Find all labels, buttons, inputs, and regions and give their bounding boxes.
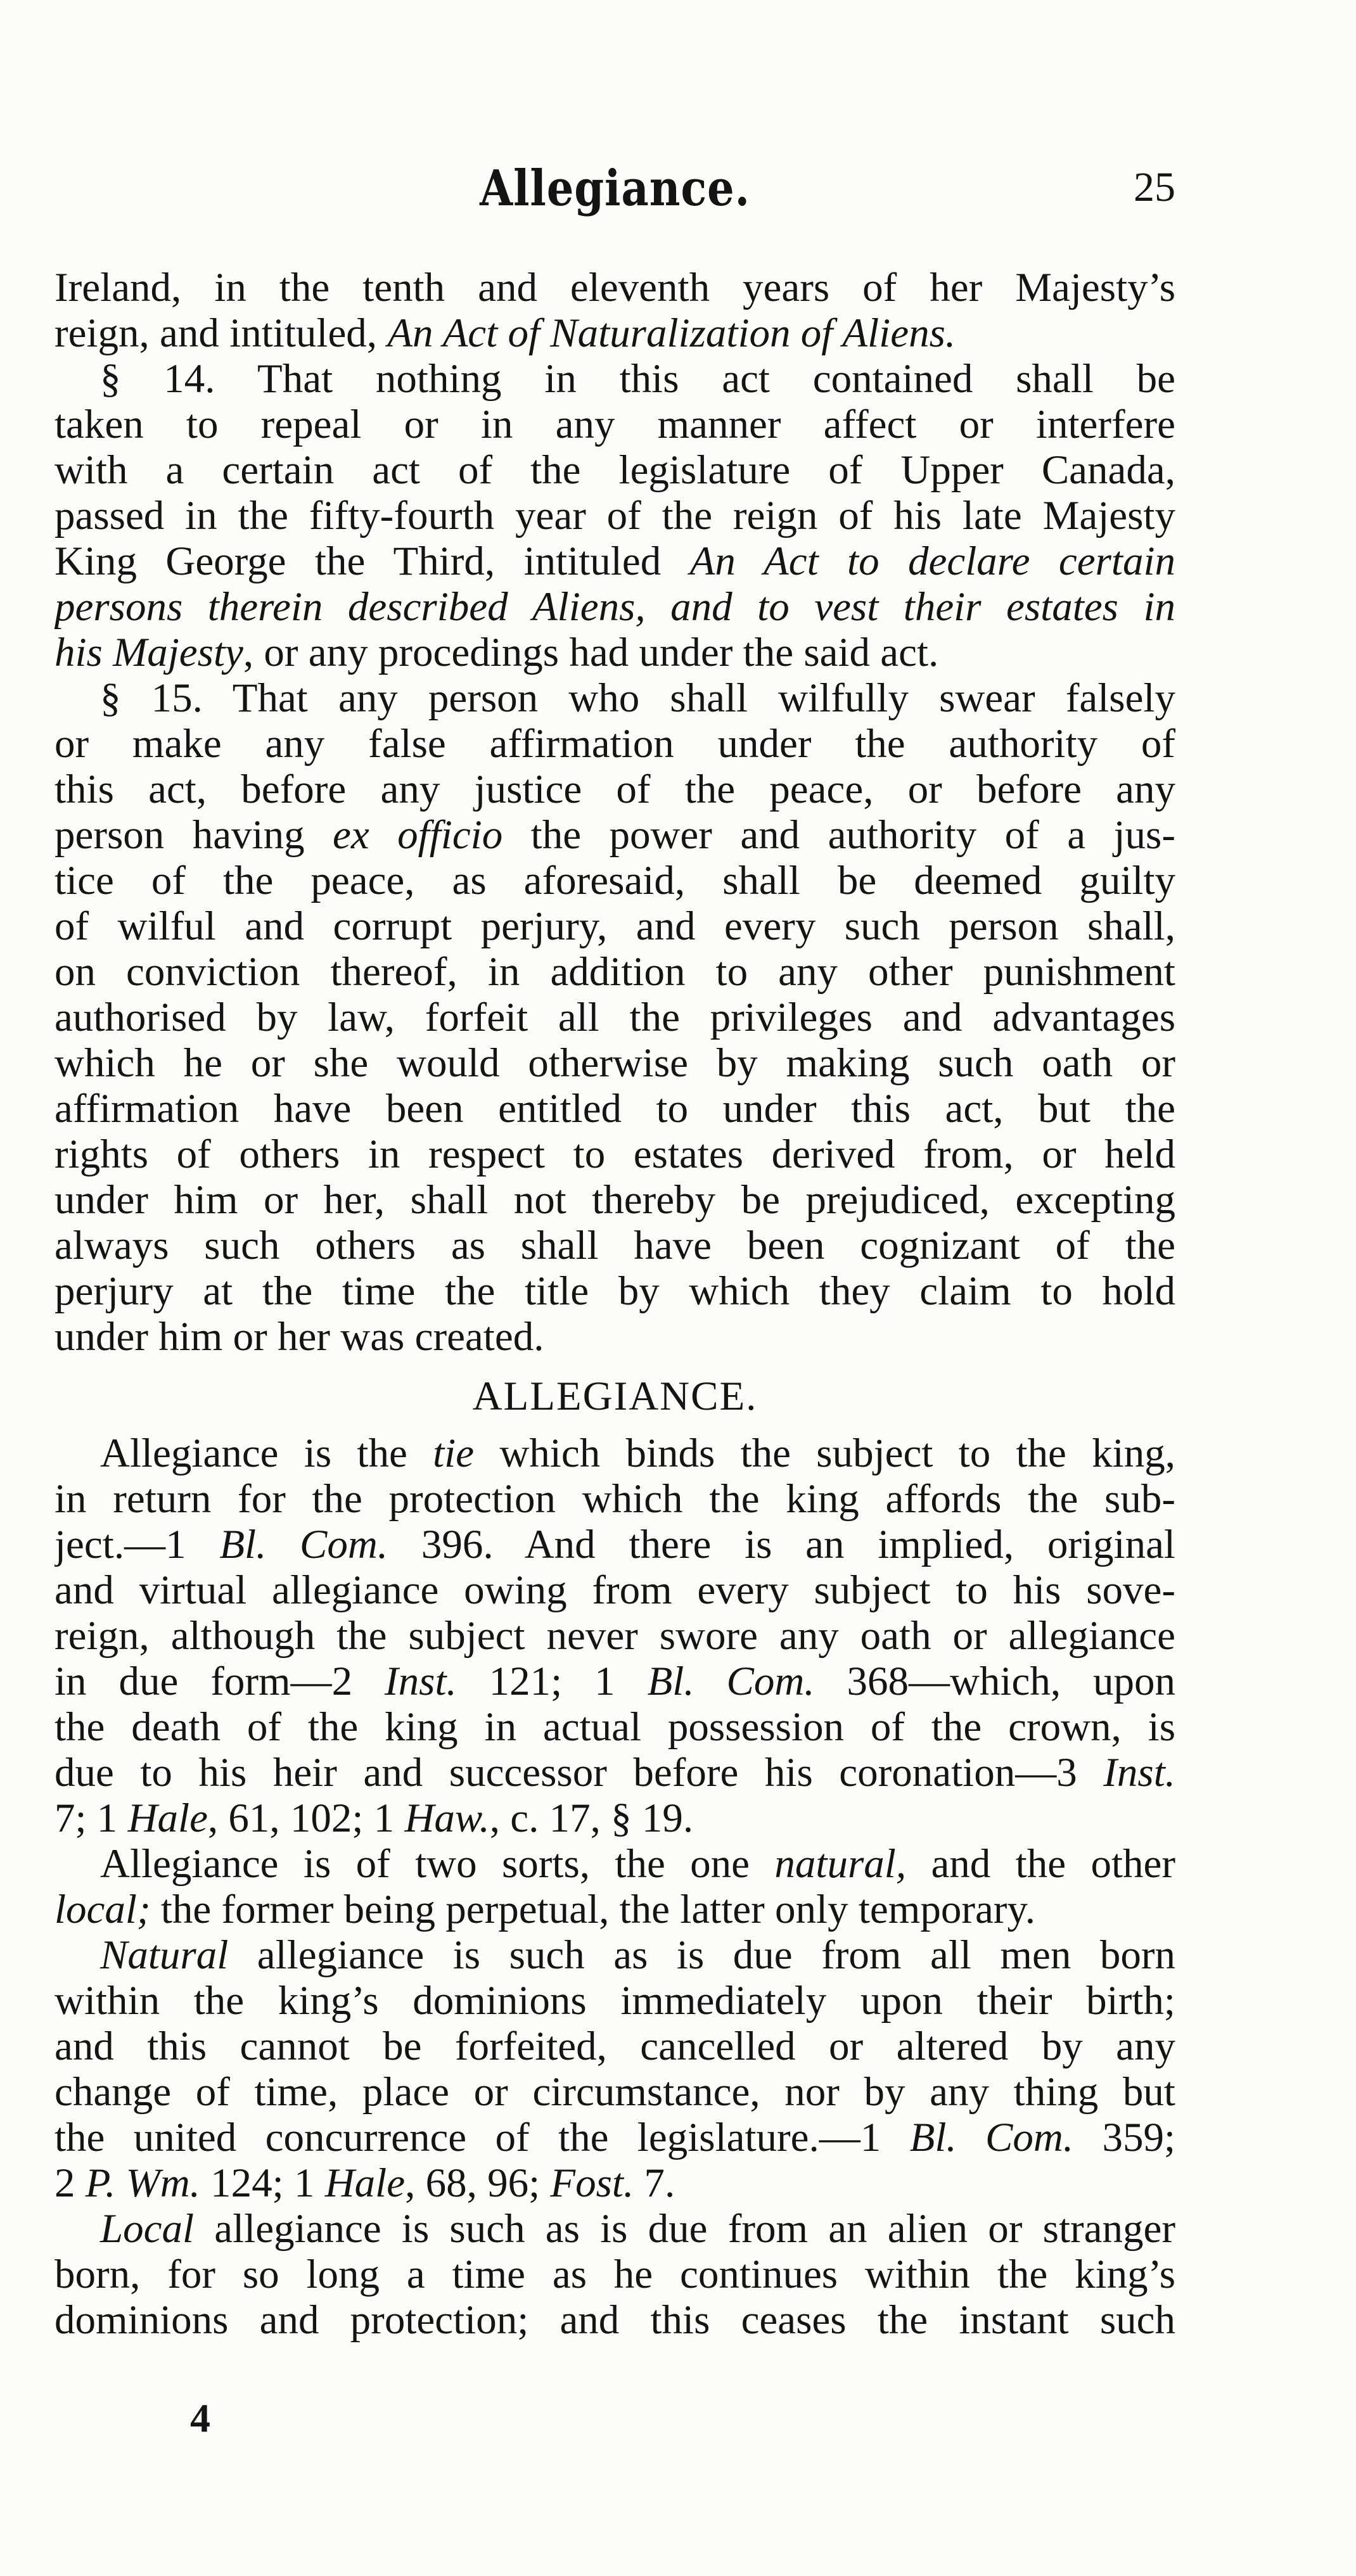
italic-segment: Bl. Com.	[219, 1522, 388, 1567]
running-head: Allegiance.	[480, 160, 750, 217]
text-line	[54, 1659, 1175, 1704]
text-segment: 396. And there is an implied, original	[388, 1522, 1175, 1567]
text-segment: in return for the protection which the king affords the sub-	[54, 1476, 1175, 1522]
text-segment: in due form—2	[54, 1659, 385, 1704]
italic-segment: P. Wm.	[85, 2160, 200, 2206]
italic-segment: An Act of Naturalization of Aliens.	[387, 310, 956, 356]
text-line	[54, 1795, 1175, 1841]
text-segment: Ireland, in the tenth and eleventh years of her Majesty’s	[54, 265, 1175, 310]
page-number: 25	[1134, 164, 1175, 210]
text-line	[54, 2160, 1175, 2206]
text-segment: under him or her, shall not thereby be prejudiced, excepting	[54, 1177, 1175, 1223]
text-segment: passed in the fifty-fourth year of the reign of his late Majesty	[54, 493, 1175, 539]
italic-segment: Bl. Com.	[909, 2115, 1074, 2160]
italic-segment: Inst.	[385, 1659, 457, 1704]
text-line	[54, 447, 1175, 493]
page-header	[54, 160, 1175, 223]
text-line	[54, 1841, 1175, 1887]
italic-segment: Fost.	[550, 2160, 634, 2206]
text-line	[54, 1522, 1175, 1567]
text-segment: and virtual allegiance owing from every subject to his sove-	[54, 1567, 1175, 1613]
text-segment: Allegiance is the	[100, 1431, 433, 1476]
text-segment: this act, before any justice of the peace, or before any	[54, 767, 1175, 812]
text-line	[54, 1268, 1175, 1314]
text-line	[54, 1932, 1175, 1978]
text-segment: on conviction thereof, in addition to any other punishment	[54, 949, 1175, 995]
text-segment: or make any false affirmation under the authority of	[54, 721, 1175, 767]
text-line	[54, 402, 1175, 447]
text-line	[54, 1086, 1175, 1132]
text-segment: § 14. That nothing in this act contained shall be	[100, 356, 1175, 402]
text-line	[54, 903, 1175, 949]
italic-segment: Haw.	[404, 1795, 490, 1841]
text-line	[54, 2297, 1175, 2343]
text-line	[54, 1978, 1175, 2024]
text-segment: ject.—1	[54, 1522, 220, 1567]
text-segment: 359;	[1073, 2115, 1175, 2160]
text-segment: , 61, 102; 1	[207, 1795, 405, 1841]
text-line	[54, 539, 1175, 584]
text-segment: 368—which, upon	[814, 1659, 1175, 1704]
italic-segment: Hale	[324, 2160, 406, 2206]
text-line	[54, 265, 1175, 310]
text-line	[54, 1567, 1175, 1613]
body-text	[54, 265, 1175, 2343]
text-segment: allegiance is such as is due from all men born	[228, 1932, 1175, 1978]
italic-segment: An Act to declare certain	[689, 539, 1175, 584]
italic-segment: persons therein described Aliens, and to vest their estates in	[54, 584, 1175, 630]
text-segment: and the other	[906, 1841, 1175, 1887]
text-segment: under him or her was created.	[54, 1314, 544, 1360]
text-line	[54, 949, 1175, 995]
text-line	[54, 721, 1175, 767]
text-line	[54, 767, 1175, 812]
text-line	[54, 1040, 1175, 1086]
text-segment: which binds the subject to the king,	[474, 1431, 1175, 1476]
text-segment: which he or she would otherwise by making such oath or	[54, 1040, 1175, 1086]
section-title	[54, 1366, 1175, 1427]
text-segment: rights of others in respect to estates derived from, or held	[54, 1132, 1175, 1177]
text-line	[54, 1750, 1175, 1795]
text-line	[54, 812, 1175, 858]
text-segment: affirmation have been entitled to under this act, but the	[54, 1086, 1175, 1132]
text-line	[54, 675, 1175, 721]
text-line	[54, 1314, 1175, 1360]
italic-segment: Bl. Com.	[647, 1659, 815, 1704]
italic-segment: natural,	[774, 1841, 907, 1887]
text-segment: the united concurrence of the legislature.—1	[54, 2115, 910, 2160]
text-line	[54, 1223, 1175, 1268]
text-segment: person having	[54, 812, 333, 858]
text-segment: born, for so long a time as he continues within the king’s	[54, 2252, 1175, 2297]
text-segment: ALLEGIANCE.	[472, 1374, 758, 1419]
text-line	[54, 2206, 1175, 2252]
text-segment: within the king’s dominions immediately upon their birth;	[54, 1978, 1175, 2024]
text-line	[54, 2252, 1175, 2297]
text-line	[54, 1177, 1175, 1223]
text-segment: perjury at the time the title by which they claim to hold	[54, 1268, 1175, 1314]
text-line	[54, 1132, 1175, 1177]
text-line	[54, 1887, 1175, 1932]
text-line	[54, 493, 1175, 539]
text-segment: 7.	[634, 2160, 675, 2206]
italic-segment: local;	[54, 1887, 151, 1932]
text-segment: , c. 17, § 19.	[489, 1795, 694, 1841]
text-line	[54, 356, 1175, 402]
text-segment: and this cannot be forfeited, cancelled or altered by any	[54, 2024, 1175, 2069]
text-line	[54, 858, 1175, 903]
text-segment: with a certain act of the legislature of Upper Canada,	[54, 447, 1175, 493]
text-segment: due to his heir and successor before his coronation—3	[54, 1750, 1104, 1795]
text-line	[54, 995, 1175, 1040]
text-line	[54, 1613, 1175, 1659]
text-line	[54, 584, 1175, 630]
text-segment: the former being perpetual, the latter only temporary.	[150, 1887, 1035, 1932]
text-segment: always such others as shall have been cognizant of the	[54, 1223, 1175, 1268]
italic-segment: tie	[433, 1431, 475, 1476]
text-segment: of wilful and corrupt perjury, and every such person shall,	[54, 903, 1175, 949]
text-segment: 121; 1	[456, 1659, 648, 1704]
text-segment: § 15. That any person who shall wilfully swear falsely	[100, 675, 1175, 721]
signature-mark: 4	[190, 2395, 210, 2440]
text-line	[54, 1704, 1175, 1750]
text-segment: Allegiance is of two sorts, the one	[100, 1841, 775, 1887]
text-line	[54, 630, 1175, 675]
text-line	[54, 1431, 1175, 1476]
text-segment: 2	[54, 2160, 86, 2206]
italic-segment: his Majesty	[54, 630, 243, 675]
text-segment: , or any procedings had under the said act.	[243, 630, 939, 675]
text-segment: King George the Third, intituled	[54, 539, 690, 584]
text-line	[54, 2115, 1175, 2160]
text-line	[54, 310, 1175, 356]
italic-segment: Inst.	[1103, 1750, 1175, 1795]
text-segment: , 68, 96;	[405, 2160, 551, 2206]
text-segment: change of time, place or circumstance, nor by any thing but	[54, 2069, 1175, 2115]
text-line	[54, 1476, 1175, 1522]
text-segment: dominions and protection; and this ceases the instant such	[54, 2297, 1175, 2343]
text-line	[54, 2069, 1175, 2115]
text-segment: reign, although the subject never swore any oath or allegiance	[54, 1613, 1175, 1659]
italic-segment: ex officio	[333, 812, 503, 858]
text-segment: allegiance is such as is due from an alien or stranger	[194, 2206, 1175, 2252]
text-segment: the death of the king in actual possession of the crown, is	[54, 1704, 1175, 1750]
text-line	[54, 2024, 1175, 2069]
text-segment: 124; 1	[200, 2160, 325, 2206]
text-segment: tice of the peace, as aforesaid, shall be deemed guilty	[54, 858, 1175, 903]
text-segment: reign, and intituled,	[54, 310, 388, 356]
italic-segment: Natural	[100, 1932, 229, 1978]
text-segment: authorised by law, forfeit all the privileges and advantages	[54, 995, 1175, 1040]
text-segment: the power and authority of a jus-	[502, 812, 1175, 858]
italic-segment: Hale	[127, 1795, 208, 1841]
italic-segment: Local	[100, 2206, 195, 2252]
text-segment: taken to repeal or in any manner affect or interfere	[54, 402, 1175, 447]
text-segment: 7; 1	[54, 1795, 128, 1841]
